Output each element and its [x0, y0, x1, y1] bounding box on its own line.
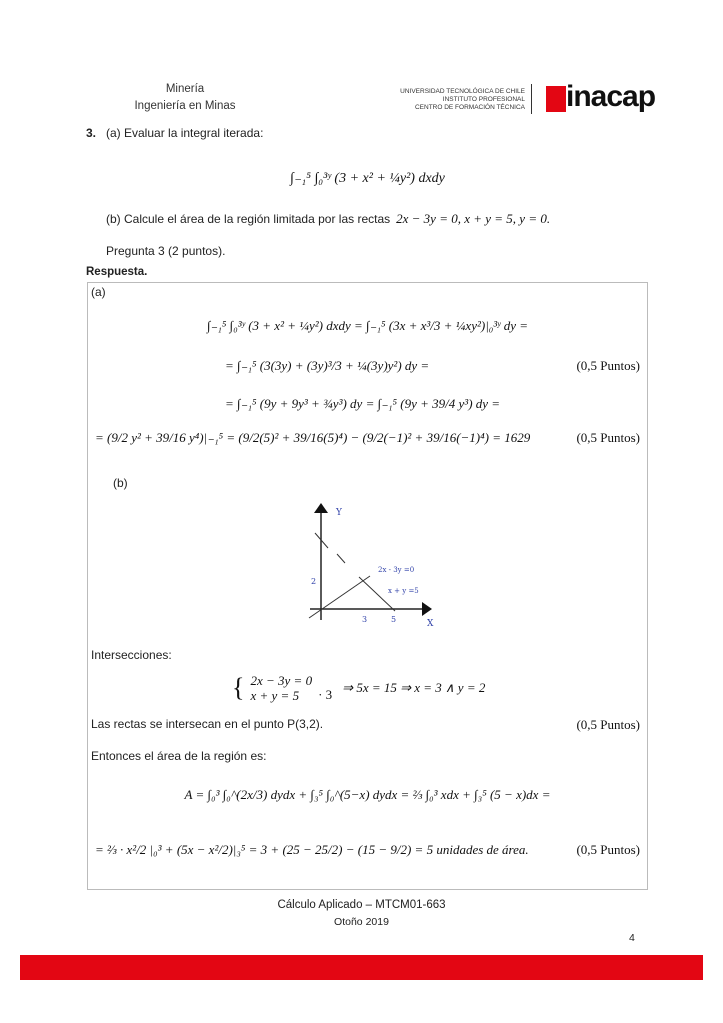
header-line1: Minería — [165, 83, 205, 95]
solution-line-2: = ∫₋₁⁵ (3(3y) + (3y)³/3 + ¼(3y)y²) dy = — [225, 358, 430, 373]
area-line-2: = ⅔ · x²/2 |₀³ + (5x − x²/2)|₃⁵ = 3 + (25 − 25/2) − (15 − 9/2) = 5 unidades de área. — [95, 842, 529, 857]
region-graph — [300, 495, 450, 630]
system-eq-2: x + y = 5 — [250, 688, 300, 703]
question-number: 3. — [86, 126, 97, 140]
inacap-logo: inacap — [566, 80, 656, 113]
line-label-1: 2x - 3y =0 — [378, 566, 415, 574]
footer-red-bar — [20, 955, 703, 980]
tick-y-2: 2 — [311, 577, 317, 586]
solution-row-2 — [95, 358, 640, 373]
solution-row-3 — [95, 396, 640, 411]
page-number: 4 — [629, 932, 635, 944]
institution-line: UNIVERSIDAD TECNOLÓGICA DE CHILE — [400, 88, 525, 95]
area-line-1: A = ∫₀³ ∫₀^(2x/3) dydx + ∫₃⁵ ∫₀^(5−x) dydx = ⅔ ∫₀³ xdx + ∫₃⁵ (5 − x)dx = — [184, 787, 551, 802]
institution-text — [355, 88, 525, 112]
x-axis-label: X — [427, 619, 434, 629]
question-part-b-row — [106, 211, 550, 227]
points-label: (0,5 Puntos) — [576, 430, 640, 445]
header-line2: Ingeniería en Minas — [134, 100, 236, 112]
line-x-y-dashed — [337, 554, 345, 563]
solution-line-3: = ∫₋₁⁵ (9y + 9y³ + ¾y³) dy = ∫₋₁⁵ (9y + 39/4 y³) dy = — [225, 396, 501, 411]
line-2x-3y — [309, 576, 370, 618]
system-brace: { — [232, 673, 245, 702]
area-text: Entonces el área de la región es: — [91, 749, 267, 763]
question-integral: ∫₋₁⁵ ∫₀³ʸ (3 + x² + ¼y²) dxdy — [290, 171, 445, 186]
system-result: ⇒ 5x = 15 ⇒ x = 3 ∧ y = 2 — [342, 680, 486, 695]
header-divider — [531, 84, 532, 114]
points-label: (0,5 Puntos) — [576, 717, 640, 732]
tick-x-5: 5 — [391, 615, 397, 624]
solution-row-1 — [95, 318, 640, 333]
intersection-text: Las rectas se intersecan en el punto P(3,2). — [91, 717, 324, 731]
solution-line-4: = (9/2 y² + 39/16 y⁴)|₋₁⁵ = (9/2(5)² + 39/16(5)⁴) − (9/2(−1)² + 39/16(−1)⁴) = 1629 — [95, 430, 531, 445]
solution-line-1: ∫₋₁⁵ ∫₀³ʸ (3 + x² + ¼y²) dxdy = ∫₋₁⁵ (3x + x³/3 + ¼xy²)|₀³ʸ dy = — [206, 318, 529, 333]
y-axis-label: Y — [336, 508, 342, 518]
system-multiplier: · 3 — [318, 687, 333, 702]
points-label: (0,5 Puntos) — [576, 842, 640, 857]
question-part-a: (a) Evaluar la integral iterada: — [106, 126, 264, 140]
question-part-b-lines: 2x − 3y = 0, x + y = 5, y = 0. — [396, 211, 551, 226]
x-arrow-icon — [422, 602, 432, 616]
footer-term: Otoño 2019 — [334, 916, 389, 928]
y-arrow-icon — [314, 503, 328, 513]
institution-line: INSTITUTO PROFESIONAL — [442, 96, 525, 103]
answer-b-label: (b) — [113, 476, 128, 490]
intersections-label: Intersecciones: — [91, 648, 172, 662]
intersection-row — [91, 717, 640, 732]
tick-x-3: 3 — [362, 615, 368, 624]
system-equations — [250, 673, 312, 703]
answer-title: Respuesta. — [86, 266, 148, 278]
footer-course: Cálculo Aplicado – MTCM01-663 — [277, 899, 446, 911]
question-points: Pregunta 3 (2 puntos). — [106, 244, 226, 258]
points-label: (0,5 Puntos) — [576, 358, 640, 373]
answer-a-label: (a) — [91, 285, 106, 299]
system-eq-1: 2x − 3y = 0 — [250, 673, 313, 688]
area-row-1 — [95, 787, 640, 802]
solution-row-4 — [95, 430, 640, 445]
question-part-b: (b) Calcule el área de la región limitada por las rectas — [106, 212, 391, 226]
institution-line: CENTRO DE FORMACIÓN TÉCNICA — [414, 104, 525, 111]
line-label-2: x + y =5 — [388, 587, 419, 595]
logo-block — [546, 86, 566, 112]
area-row-2 — [95, 842, 640, 857]
equation-system — [232, 673, 485, 703]
